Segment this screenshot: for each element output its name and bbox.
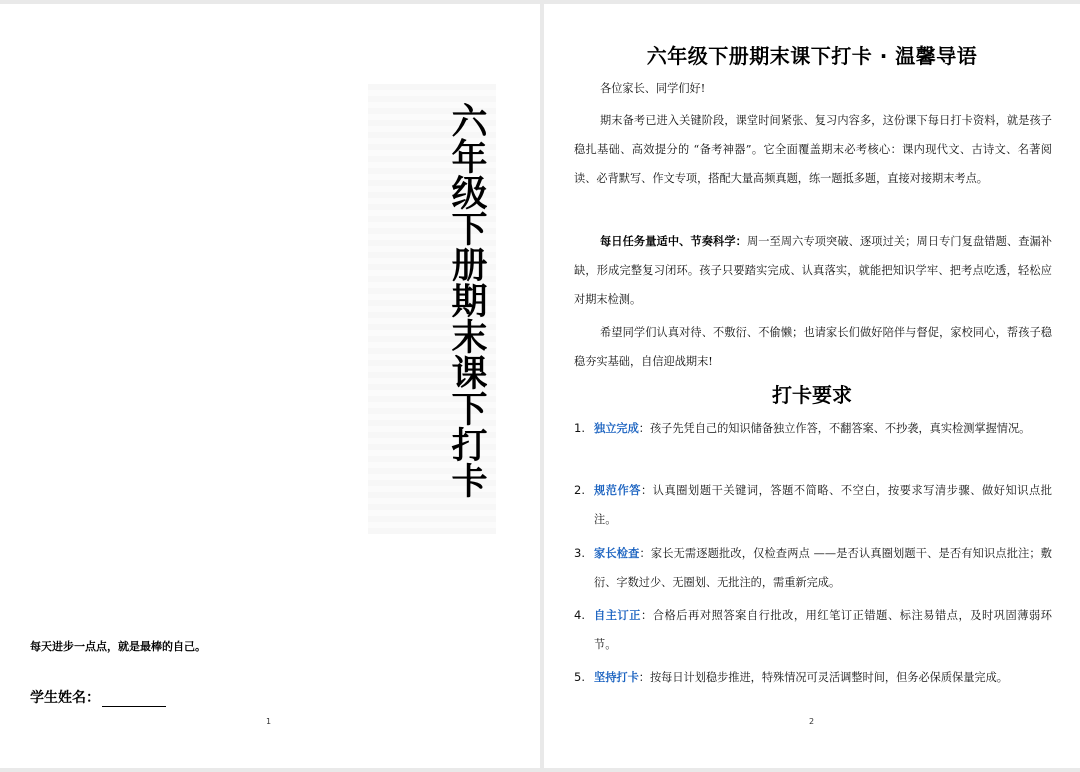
- requirement-text: ：孩子先凭自己的知识储备独立作答，不翻答案、不抄袭，真实检测掌握情况。: [638, 422, 1031, 435]
- greeting: 各位家长、同学们好!: [600, 82, 706, 95]
- page-number: 1: [266, 717, 272, 726]
- student-name-blank: [102, 692, 166, 707]
- requirement-label: 规范作答: [594, 483, 642, 497]
- requirement-text: ：按每日计划稳步推进，特殊情况可灵活调整时间，但务必保质保量完成。: [638, 671, 1008, 684]
- requirement-number: 5.: [574, 670, 585, 684]
- page-title: 六年级下册期末课下打卡 · 温馨导语: [646, 44, 978, 68]
- requirement-label: 独立完成: [594, 421, 639, 435]
- student-name-field: [30, 687, 166, 707]
- cover-motto: 每天进步一点点，就是最棒的自己。: [30, 640, 206, 653]
- page-number: 2: [809, 717, 815, 726]
- requirement-number: 3.: [574, 546, 585, 560]
- requirement-number: 4.: [574, 608, 585, 622]
- cover-page: [0, 4, 540, 768]
- requirement-text: ：合格后再对照答案自行批改，用红笔订正错题、标注易错点，及时巩固薄弱环节。: [594, 609, 1052, 651]
- intro-page: [544, 4, 1080, 768]
- requirement-label: 坚持打卡: [594, 670, 639, 684]
- paragraph-2-lead: 每日任务量适中、节奏科学：: [600, 234, 747, 248]
- requirement-number: 1.: [574, 421, 585, 435]
- requirement-item: [574, 663, 1052, 692]
- requirement-item: [574, 539, 1052, 597]
- requirement-item: [574, 414, 1052, 443]
- requirement-text: ：家长无需逐题批改，仅检查两点 ——是否认真圈划题干、是否有知识点批注；敷衍、字数过少、无圈划、无批注的，需重新完成。: [594, 547, 1052, 589]
- intro-paragraph-3: 希望同学们认真对待、不敷衍、不偷懒；也请家长们做好陪伴与督促，家校同心，帮孩子稳稳夯实基础，自信迎战期末!: [574, 326, 1052, 368]
- intro-paragraph-2: [574, 227, 1052, 314]
- cover-title: 六年级下册期末课下打卡: [446, 102, 487, 498]
- requirement-text: ：认真圈划题干关键词，答题不简略、不空白，按要求写清步骤、做好知识点批注。: [594, 484, 1052, 526]
- student-name-label: 学生姓名：: [30, 690, 100, 706]
- requirement-item: [574, 601, 1052, 659]
- intro-paragraph-1: 期末备考已进入关键阶段，课堂时间紧张、复习内容多，这份课下每日打卡资料，就是孩子稳扎基础、高效提分的 “备考神器”。它全面覆盖期末必考核心：课内现代文、古诗文、名著阅读、必背默写、作文专项，搭配大量高频真题，练一题抵多题，直接对接期末考点。: [574, 114, 1052, 185]
- requirement-item: [574, 476, 1052, 534]
- requirements-title: 打卡要求: [772, 383, 852, 407]
- requirement-number: 2.: [574, 483, 585, 497]
- requirement-label: 家长检查: [594, 546, 640, 560]
- requirement-label: 自主订正: [594, 608, 642, 622]
- paragraph-2-text: 周一至周六专项突破、逐项过关；周日专门复盘错题、查漏补缺，形成完整复习闭环。孩子只要踏实完成、认真落实，就能把知识学牢、把考点吃透，轻松应对期末检测。: [574, 235, 1052, 306]
